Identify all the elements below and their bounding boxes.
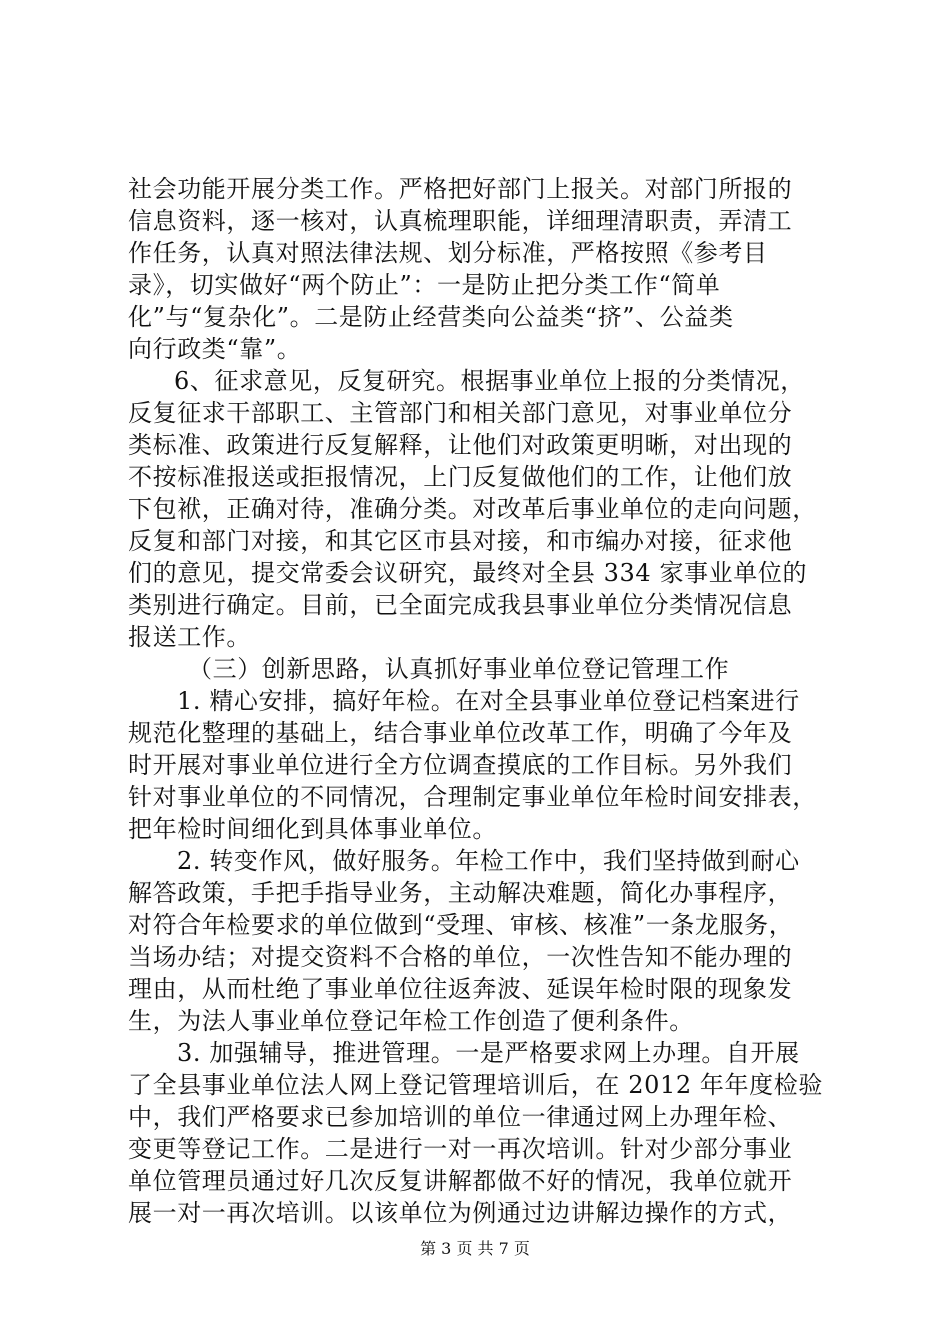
text-line: 单位管理员通过好几次反复讲解都做不好的情况，我单位就开 (128, 1167, 793, 1195)
section-heading: （三）创新思路，认真抓好事业单位登记管理工作 (188, 655, 730, 683)
text-line: 针对事业单位的不同情况，合理制定事业单位年检时间安排表， (128, 783, 817, 811)
text-line: 不按标准报送或拒报情况，上门反复做他们的工作，让他们放 (128, 463, 793, 491)
text-line: 当场办结；对提交资料不合格的单位，一次性告知不能办理的 (128, 943, 793, 971)
text-line: 报送工作。 (128, 623, 251, 651)
text-line: 规范化整理的基础上，结合事业单位改革工作，明确了今年及 (128, 719, 793, 747)
text-line: 解答政策，手把手指导业务，主动解决难题，简化办事程序， (128, 879, 793, 907)
text-line: 把年检时间细化到具体事业单位。 (128, 815, 497, 843)
text-line: 中，我们严格要求已参加培训的单位一律通过网上办理年检、 (128, 1103, 793, 1131)
text-line: 类别进行确定。目前，已全面完成我县事业单位分类情况信息 (128, 591, 793, 619)
page-number-footer: 第 3 页 共 7 页 (420, 1239, 530, 1258)
text-line: 录》，切实做好“两个防止”：一是防止把分类工作“简单 (128, 271, 721, 299)
text-line: 社会功能开展分类工作。严格把好部门上报关。对部门所报的 (128, 175, 793, 203)
paragraph-start-line: 2. 转变作风，做好服务。年检工作中，我们坚持做到耐心 (177, 847, 800, 875)
text-line: 生，为法人事业单位登记年检工作创造了便利条件。 (128, 1007, 694, 1035)
text-line: 理由，从而杜绝了事业单位往返奔波、延误年检时限的现象发 (128, 975, 793, 1003)
text-line: 变更等登记工作。二是进行一对一再次培训。针对少部分事业 (128, 1135, 793, 1163)
text-line: 时开展对事业单位进行全方位调查摸底的工作目标。另外我们 (128, 751, 793, 779)
paragraph-start-line: 3. 加强辅导，推进管理。一是严格要求网上办理。自开展 (177, 1039, 800, 1067)
text-line: 对符合年检要求的单位做到“受理、审核、核准”一条龙服务， (128, 911, 794, 939)
text-line: 信息资料，逐一核对，认真梳理职能，详细理清职责，弄清工 (128, 207, 793, 235)
text-line: 化”与“复杂化”。二是防止经营类向公益类“挤”、公益类 (128, 303, 734, 331)
text-line: 了全县事业单位法人网上登记管理培训后，在 2012 年年度检验 (128, 1071, 823, 1099)
text-line: 类标准、政策进行反复解释，让他们对政策更明晰，对出现的 (128, 431, 793, 459)
paragraph-start-line: 6、征求意见，反复研究。根据事业单位上报的分类情况， (174, 367, 805, 395)
text-line: 下包袱，正确对待，准确分类。对改革后事业单位的走向问题， (128, 495, 817, 523)
text-line: 反复征求干部职工、主管部门和相关部门意见，对事业单位分 (128, 399, 793, 427)
paragraph-start-line: 1. 精心安排，搞好年检。在对全县事业单位登记档案进行 (177, 687, 800, 715)
text-line: 们的意见，提交常委会议研究，最终对全县 334 家事业单位的 (128, 559, 808, 587)
text-line: 展一对一再次培训。以该单位为例通过边讲解边操作的方式， (128, 1199, 793, 1227)
document-body (128, 173, 833, 1229)
text-line: 向行政类“靠”。 (128, 335, 302, 363)
text-line: 反复和部门对接，和其它区市县对接，和市编办对接，征求他 (128, 527, 793, 555)
text-line: 作任务，认真对照法律法规、划分标准，严格按照《参考目 (128, 239, 768, 267)
